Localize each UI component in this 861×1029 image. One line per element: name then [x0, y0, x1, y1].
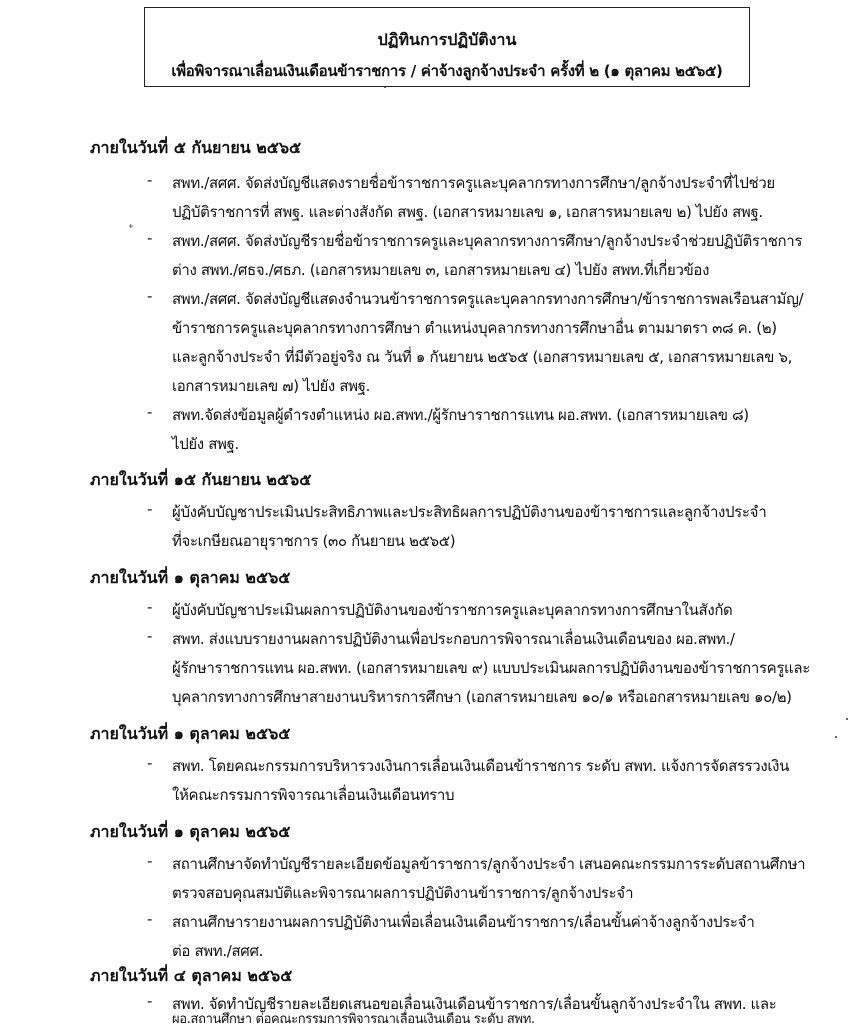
- item-line: สถานศึกษารายงานผลการปฏิบัติงานเพื่อเลื่อนเงินเดือนข้าราชการ/เลื่อนขั้นค่าจ้างลูกจ้างประจำ: [172, 913, 755, 931]
- item-line: สถานศึกษาจัดทำบัญชีรายละเอียดข้อมูลข้าราชการ/ลูกจ้างประจำ เสนอคณะกรรมการระดับสถานศึกษา: [172, 855, 806, 873]
- item-line: ไปยัง สพฐ.: [172, 435, 239, 453]
- item-line: ปฏิบัติราชการที่ สพฐ. และต่างสังกัด สพฐ. (เอกสารหมายเลข ๑, เอกสารหมายเลข ๒) ไปยัง สพฐ.: [172, 203, 763, 221]
- item-line: ผู้บังคับบัญชาประเมินผลการปฏิบัติงานของข้าราชการครูและบุคลากรทางการศึกษาในสังกัด: [172, 601, 733, 619]
- item-line: ต่อ สพท./สศศ.: [172, 942, 264, 960]
- margin-mark: ᐩ: [128, 222, 134, 238]
- item-line: สพท. ส่งแบบรายงานผลการปฏิบัติงานเพื่อประกอบการพิจารณาเลื่อนเงินเดือนของ ผอ.สพท./: [172, 630, 735, 648]
- item-line: ผู้รักษาราชการแทน ผอ.สพท. (เอกสารหมายเลข ๙) แบบประเมินผลการปฏิบัติงานของข้าราชการครูและ: [172, 659, 810, 677]
- date-heading: ภายในวันที่ ๑๕ กันยายน ๒๕๖๕: [90, 470, 312, 489]
- bullet: -: [147, 754, 153, 772]
- scan-speck: [835, 736, 837, 738]
- date-heading: ภายในวันที่ ๑ ตุลาคม ๒๕๖๕: [90, 724, 291, 743]
- bullet: -: [147, 910, 153, 928]
- item-line: สพท./สศศ. จัดส่งบัญชีรายชื่อข้าราชการครูและบุคลากรทางการศึกษา/ลูกจ้างประจำช่วยปฏิบัติราชการ: [172, 232, 803, 250]
- title-box: [144, 7, 750, 87]
- scan-speck: [846, 718, 848, 720]
- item-line: ที่จะเกษียณอายุราชการ (๓๐ กันยายน ๒๕๖๕): [172, 532, 456, 550]
- item-line: ผู้บังคับบัญชาประเมินประสิทธิภาพและประสิทธิผลการปฏิบัติงานของข้าราชการและลูกจ้างประจำ: [172, 503, 767, 521]
- document-title: ปฏิทินการปฏิบัติงาน: [377, 30, 517, 49]
- bullet: -: [147, 500, 153, 518]
- item-line: ต่าง สพท./ศธจ./ศธภ. (เอกสารหมายเลข ๓, เอกสารหมายเลข ๔) ไปยัง สพท.ที่เกี่ยวข้อง: [172, 261, 710, 279]
- item-line: สพท.จัดส่งข้อมูลผู้ดำรงตำแหน่ง ผอ.สพท./ผู้รักษาราชการแทน ผอ.สพท. (เอกสารหมายเลข ๘): [172, 406, 749, 424]
- bullet: -: [147, 287, 153, 305]
- bullet: -: [147, 229, 153, 247]
- date-heading: ภายในวันที่ ๑ ตุลาคม ๒๕๖๕: [90, 568, 291, 587]
- scan-speck: [384, 86, 386, 88]
- item-line: สพท. จัดทำบัญชีรายละเอียดเสนอขอเลื่อนเงินเดือนข้าราชการ/เลื่อนขั้นลูกจ้างประจำใน สพท. และ: [172, 995, 777, 1013]
- date-heading: ภายในวันที่ ๔ ตุลาคม ๒๕๖๕: [90, 966, 293, 985]
- bullet: -: [147, 852, 153, 870]
- bullet: -: [147, 403, 153, 421]
- document-subtitle: เพื่อพิจารณาเลื่อนเงินเดือนข้าราชการ / ค่าจ้างลูกจ้างประจำ ครั้งที่ ๒ (๑ ตุลาคม ๒๕๖๕): [171, 62, 723, 80]
- item-line: ตรวจสอบคุณสมบัติและพิจารณาผลการปฏิบัติงานข้าราชการ/ลูกจ้างประจำ: [172, 884, 634, 902]
- bullet: -: [147, 171, 153, 189]
- item-line: เอกสารหมายเลข ๗) ไปยัง สพฐ.: [172, 377, 371, 395]
- item-line: และลูกจ้างประจำ ที่มีตัวอยู่จริง ณ วันที่ ๑ กันยายน ๒๕๖๕ (เอกสารหมายเลข ๕, เอกสารหมายเลข ๖,: [172, 348, 793, 366]
- item-line: สพท./สศศ. จัดส่งบัญชีแสดงรายชื่อข้าราชการครูและบุคลากรทางการศึกษา/ลูกจ้างประจำที่ไปช่วย: [172, 174, 775, 192]
- item-line: สพท. โดยคณะกรรมการบริหารวงเงินการเลื่อนเงินเดือนข้าราชการ ระดับ สพท. แจ้งการจัดสรรวงเงิน: [172, 757, 790, 775]
- bullet: -: [147, 627, 153, 645]
- bullet: -: [147, 598, 153, 616]
- item-line: สพท./สศศ. จัดส่งบัญชีแสดงจำนวนข้าราชการครูและบุคลากรทางการศึกษา/ข้าราชการพลเรือนสามัญ/: [172, 290, 804, 308]
- item-line: ให้คณะกรรมการพิจารณาเลื่อนเงินเดือนทราบ: [172, 786, 455, 804]
- item-line: บุคลากรทางการศึกษาสายงานบริหารการศึกษา (เอกสารหมายเลข ๑๐/๑ หรือเอกสารหมายเลข ๑๐/๒): [172, 688, 792, 706]
- bullet: -: [147, 992, 153, 1010]
- item-line: ผอ.สถานศึกษา ต่อคณะกรรมการพิจารณาเลื่อนเงินเดือน ระดับ สพท.: [172, 1012, 535, 1027]
- item-line: ข้าราชการครูและบุคลากรทางการศึกษา ตำแหน่งบุคลากรทางการศึกษาอื่น ตามมาตรา ๓๘ ค. (๒): [172, 319, 777, 337]
- date-heading: ภายในวันที่ ๕ กันยายน ๒๕๖๕: [90, 138, 302, 157]
- date-heading: ภายในวันที่ ๑ ตุลาคม ๒๕๖๕: [90, 822, 291, 841]
